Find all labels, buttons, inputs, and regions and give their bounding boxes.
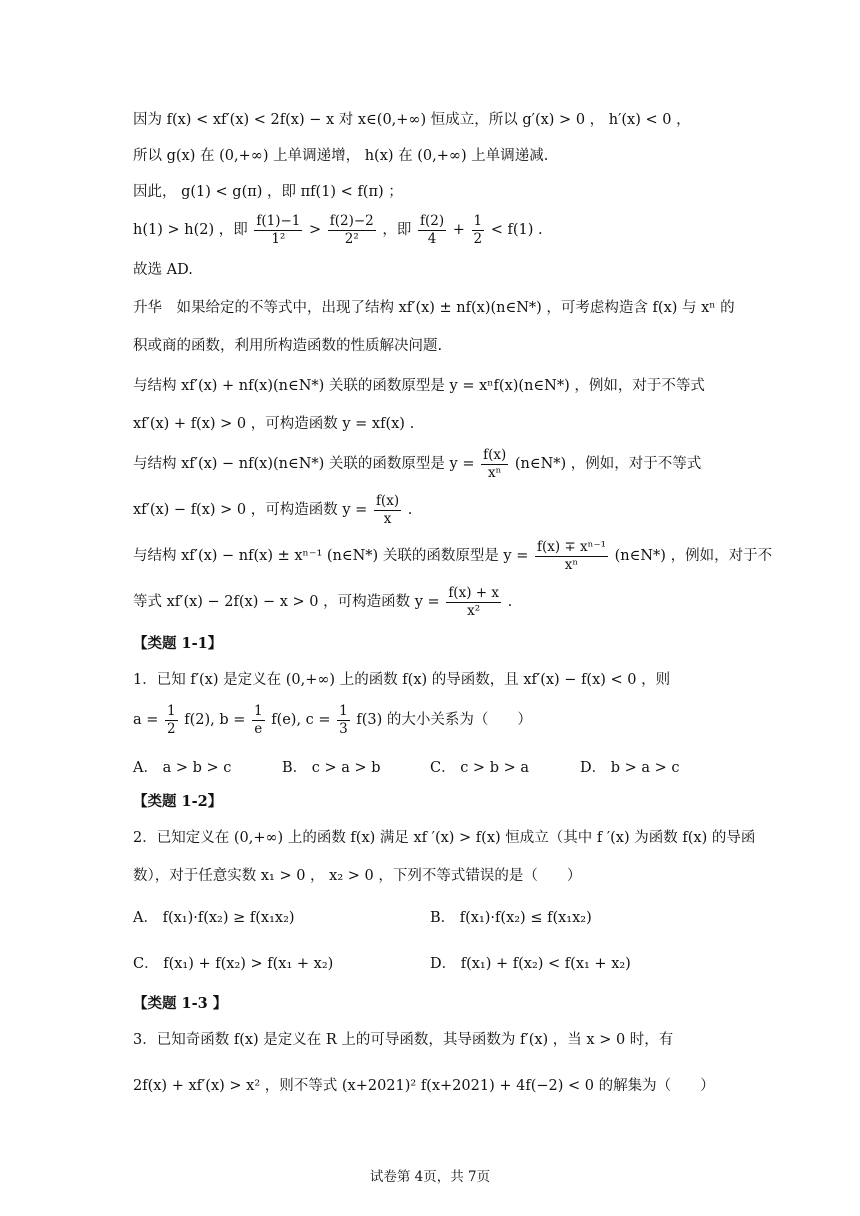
solution-line-7: 积或商的函数，利用所构造函数的性质解决问题. [133,338,443,354]
fraction: $\frac{f(x)}{x}$ [375,492,400,527]
problem-1-line-2: a = $\frac{1}{2}$ f(2), b = $\frac{1}{e}$ f(e), c = $\frac{1}{3}$ f(3) 的大小关系为（ ） [133,702,532,737]
solution-line-5: 故选 AD. [133,262,193,278]
solution-line-3: 因此， g(1) < g(π) ，即 πf(1) < f(π) ； [133,184,403,200]
solution-line-11: xf′(x) − f(x) > 0 ，可构造函数 y = $\frac{f(x)}{x}$ . [133,492,413,527]
page-footer: 试卷第 4页，共 7页 [369,1169,491,1185]
solution-line-10: 与结构 xf′(x) − nf(x)(n∈N*) 关联的函数原型是 y = $\frac{f(x)}{\text{xⁿ}}$ (n∈N*) ，例如，对于不等式 [133,446,702,481]
problem-3-line-2: 2f(x) + xf′(x) > x² ，则不等式 (x+2021)² f(x+2021) + 4f(−2) < 0 的解集为（ ） [133,1078,715,1094]
solution-line-9: xf′(x) + f(x) > 0 ，可构造函数 y = xf(x) . [133,416,415,432]
fraction: $\frac{f(x)}{\text{xⁿ}}$ [483,446,507,481]
problem-1-line-1: 1．已知 f′(x) 是定义在 (0,+∞) 上的函数 f(x) 的导函数，且 xf′(x) − f(x) < 0 ，则 [133,672,671,688]
problem-1-option-d[interactable]: D． b > a > c [580,760,680,776]
fraction: $\frac{f(2)}{4}$ [420,212,445,247]
solution-line-2: 所以 g(x) 在 (0,+∞) 上单调递增， h(x) 在 (0,+∞) 上单调递减. [133,148,549,164]
solution-line-1: 因为 f(x) < xf′(x) < 2f(x) − x 对 x∈(0,+∞) 恒成立，所以 g′(x) > 0 ， h′(x) < 0 ， [133,112,691,128]
fraction: $\frac{1}{3}$ [339,702,348,737]
problem-2-line-2: 数），对于任意实数 x₁ > 0 ， x₂ > 0 ，下列不等式错误的是（ ） [133,868,582,884]
solution-line-13: 等式 xf′(x) − 2f(x) − x > 0 ，可构造函数 y = $\frac{f(x) + x}{\text{x²}}$ . [133,584,513,619]
problem-3-line-1: 3．已知奇函数 f(x) 是定义在 R 上的可导函数，其导函数为 f′(x) ，当 x > 0 时，有 [133,1032,674,1048]
fraction: $\frac{1}{2}$ [167,702,176,737]
fraction: $\frac{f(2)-2}{\text{2²}}$ [329,212,374,247]
section-heading-1-2: 【类题 1-2】 [133,793,223,810]
problem-2-option-a[interactable]: A． f(x₁)·f(x₂) ≥ f(x₁x₂) [133,910,295,926]
problem-1-option-c[interactable]: C． c > b > a [430,760,529,776]
fraction: $\frac{\text{f(x) ∓ xⁿ⁻¹}}{\text{xⁿ}}$ [537,538,607,573]
solution-line-6: 升华 如果给定的不等式中，出现了结构 xf′(x) ± nf(x)(n∈N*) ，可考虑构造含 f(x) 与 xⁿ 的 [133,300,735,316]
solution-line-8: 与结构 xf′(x) + nf(x)(n∈N*) 关联的函数原型是 y = xⁿf(x)(n∈N*) ，例如，对于不等式 [133,378,705,394]
section-heading-1-1: 【类题 1-1】 [133,635,223,652]
problem-1-option-b[interactable]: B． c > a > b [282,760,381,776]
solution-line-4: h(1) > h(2) ，即 $\frac{f(1)-1}{\text{1²}}$ > $\frac{f(2)-2}{\text{2²}}$ ，即 $\frac{f(2)}{4}$ + $\frac{1}{2}$ < f(1) . [133,212,543,247]
fraction: $\frac{f(x) + x}{\text{x²}}$ [448,584,499,619]
problem-2-line-1: 2．已知定义在 (0,+∞) 上的函数 f(x) 满足 xf ′(x) > f(x) 恒成立（其中 f ′(x) 为函数 f(x) 的导函 [133,830,756,846]
problem-2-option-d[interactable]: D． f(x₁) + f(x₂) < f(x₁ + x₂) [430,956,631,972]
fraction: $\frac{1}{e}$ [254,702,263,737]
problem-1-option-a[interactable]: A． a > b > c [133,760,232,776]
fraction: $\frac{1}{2}$ [473,212,483,247]
section-heading-1-3: 【类题 1-3 】 [133,995,228,1012]
problem-2-option-b[interactable]: B． f(x₁)·f(x₂) ≤ f(x₁x₂) [430,910,592,926]
solution-line-12: 与结构 xf′(x) − nf(x) ± xⁿ⁻¹ (n∈N*) 关联的函数原型是 y = $\frac{\text{f(x) ∓ xⁿ⁻¹}}{\text{xⁿ}}$ (n∈N*) ，例如，对于不 [133,538,773,573]
fraction: $\frac{f(1)-1}{\text{1²}}$ [256,212,301,247]
problem-2-option-c[interactable]: C． f(x₁) + f(x₂) > f(x₁ + x₂) [133,956,334,972]
